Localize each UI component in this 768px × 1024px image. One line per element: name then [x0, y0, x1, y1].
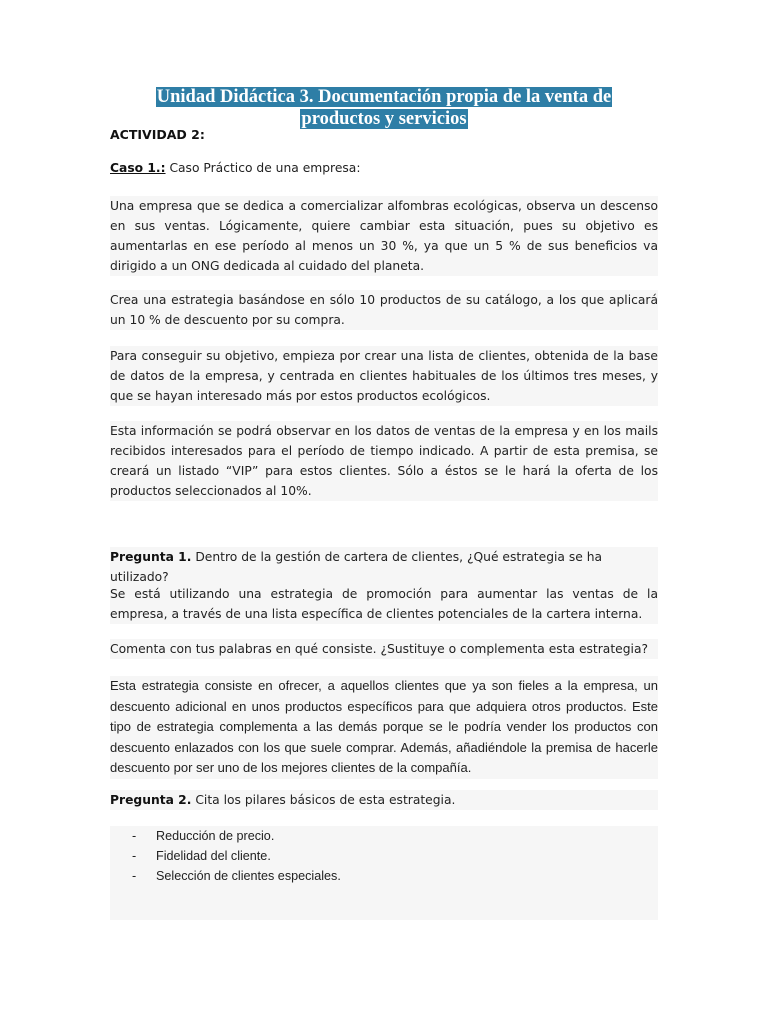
paragraph-3: Para conseguir su objetivo, empieza por crear una lista de clientes, obtenida de la base de datos de la empresa, y centrada en clientes habituales de los últimos tres meses, y que se hayan interesado más por estos productos ecológicos.	[110, 346, 658, 406]
caso-text: Caso Práctico de una empresa:	[165, 161, 361, 175]
caso-heading	[110, 158, 658, 178]
paragraph-1: Una empresa que se dedica a comercializar alfombras ecológicas, observa un descenso en sus ventas. Lógicamente, quiere cambiar esta situación, pues su objetivo es aumentarlas en ese período al menos un 30 %, ya que un 5 % de sus beneficios va dirigido a un ONG dedicada al cuidado del planeta.	[110, 196, 658, 276]
bullet-marker: -	[132, 849, 137, 863]
pregunta-2	[110, 790, 658, 810]
paragraph-4: Esta información se podrá observar en los datos de ventas de la empresa y en los mails recibidos interesados para el período de tiempo indicado. A partir de esta premisa, se creará un listado “VIP” para estos clientes. Sólo a éstos se le hará la oferta de los productos seleccionados al 10%.	[110, 421, 658, 501]
list-item	[132, 826, 274, 846]
list-item-text: Reducción de precio.	[156, 829, 275, 843]
document-title	[0, 86, 768, 130]
pregunta-1-followup-answer: Esta estrategia consiste en ofrecer, a aquellos clientes que ya son fieles a la empresa, un descuento adicional en unos productos específicos para que adquiera otros productos. Este tipo de estrategia complementa a las demás porque se le podría vender los productos con descuento enlazados con los que suele comprar. Además, añadiéndole la premisa de hacerle descuento por ser uno de los mejores clientes de la compañía.	[110, 676, 658, 779]
title-line-1: Unidad Didáctica 3. Documentación propia de la venta de	[156, 87, 612, 107]
list-item-text: Selección de clientes especiales.	[156, 869, 341, 883]
caso-label: Caso 1.:	[110, 161, 166, 175]
list-item	[132, 846, 271, 866]
bullet-marker: -	[132, 829, 137, 843]
pilares-list	[110, 826, 658, 920]
list-item-text: Fidelidad del cliente.	[156, 849, 271, 863]
pregunta-1-label: Pregunta 1.	[110, 550, 192, 564]
title-line-2: productos y servicios	[301, 109, 467, 129]
pregunta-1-answer: Se está utilizando una estrategia de promoción para aumentar las ventas de la empresa, a través de una lista específica de clientes potenciales de la cartera interna.	[110, 584, 658, 624]
pregunta-2-text: Cita los pilares básicos de esta estrategia.	[191, 793, 456, 807]
pregunta-1	[110, 547, 658, 587]
bullet-marker: -	[132, 869, 137, 883]
paragraph-2: Crea una estrategia basándose en sólo 10 productos de su catálogo, a los que aplicará un 10 % de descuento por su compra.	[110, 290, 658, 330]
pregunta-1-followup: Comenta con tus palabras en qué consiste. ¿Sustituye o complementa esta estrategia?	[110, 639, 658, 659]
list-item	[132, 866, 341, 886]
pregunta-2-label: Pregunta 2.	[110, 793, 192, 807]
pregunta-1-text: Dentro de la gestión de cartera de clientes, ¿Qué estrategia se ha utilizado?	[110, 550, 603, 584]
activity-heading: ACTIVIDAD 2:	[110, 127, 205, 142]
